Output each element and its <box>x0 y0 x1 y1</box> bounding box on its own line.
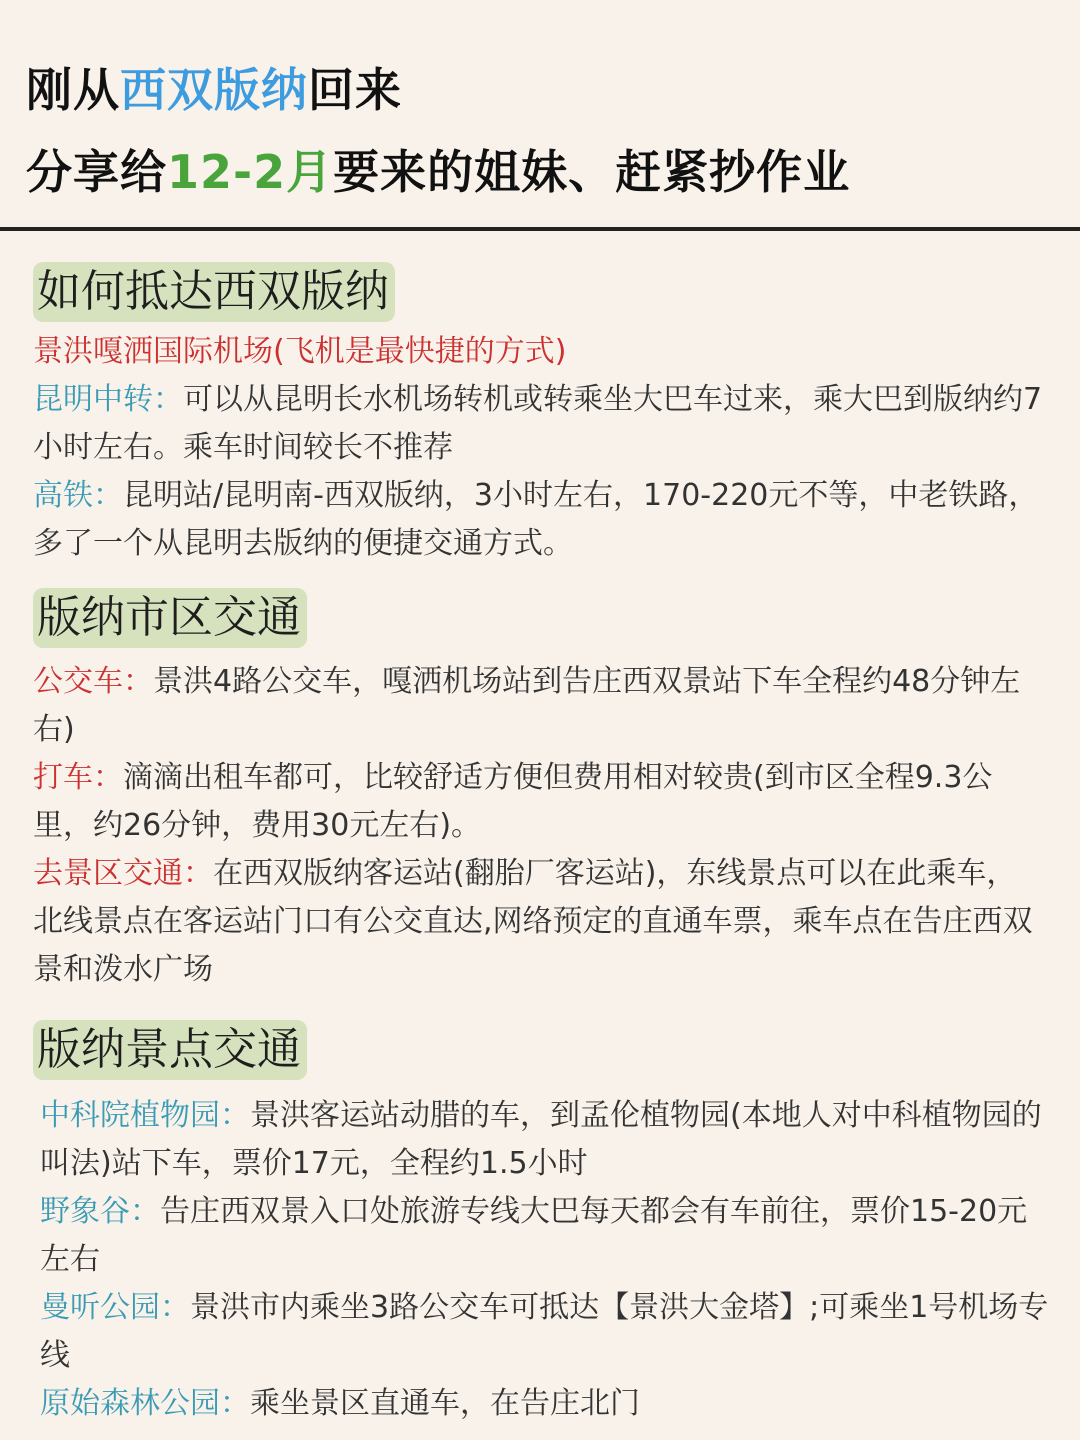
item-key: 曼听公园： <box>40 1290 190 1325</box>
subtitle-highlight-months: 12-2月 <box>167 145 334 199</box>
item-text: 景洪4路公交车，嘎洒机场站到告庄西双景站下车全程约48分钟左右) <box>33 664 1021 747</box>
item-text: 昆明站/昆明南-西双版纳，3小时左右，170-220元不等，中老铁路，多了一个从昆明去版纳的便捷交通方式。 <box>33 478 1039 561</box>
title-highlight-place: 西双版纳 <box>120 63 308 117</box>
list-item <box>33 754 1043 850</box>
section-city-transport-body <box>33 658 1043 994</box>
item-key: 打车： <box>33 760 123 795</box>
item-text: 告庄西双景入口处旅游专线大巴每天都会有车前往，票价15-20元左右 <box>40 1194 1028 1277</box>
list-item <box>33 328 1043 376</box>
list-item <box>40 1092 1050 1188</box>
header-divider <box>0 227 1080 231</box>
item-key: 高铁： <box>33 478 123 513</box>
list-item <box>40 1284 1050 1380</box>
list-item <box>40 1380 1050 1428</box>
section-heading-arrival: 如何抵达西双版纳 <box>33 262 395 322</box>
item-text: 景洪市内乘坐3路公交车可抵达【景洪大金塔】;可乘坐1号机场专线 <box>40 1290 1049 1373</box>
list-item <box>40 1188 1050 1284</box>
item-key: 昆明中转： <box>33 382 183 417</box>
item-key: 公交车： <box>33 664 153 699</box>
title-line-2 <box>26 144 850 200</box>
section-heading-scenic-transport: 版纳景点交通 <box>33 1020 307 1080</box>
title-line-1 <box>26 62 402 118</box>
item-key: 中科院植物园： <box>40 1098 250 1133</box>
list-item <box>33 472 1043 568</box>
title-prefix: 刚从 <box>26 63 120 117</box>
list-item <box>33 376 1043 472</box>
item-text: 滴滴出租车都可，比较舒适方便但费用相对较贵(到市区全程9.3公里，约26分钟，费用30元左右)。 <box>33 760 993 843</box>
section-heading-city-transport: 版纳市区交通 <box>33 588 307 648</box>
item-key: 野象谷： <box>40 1194 160 1229</box>
item-key: 去景区交通： <box>33 856 213 891</box>
subtitle-prefix: 分享给 <box>26 145 167 199</box>
item-text: 在西双版纳客运站(翻胎厂客运站)，东线景点可以在此乘车，北线景点在客运站门口有公交直达,网络预定的直通车票，乘车点在告庄西双景和泼水广场 <box>33 856 1033 987</box>
list-item <box>33 658 1043 754</box>
list-item <box>33 850 1043 994</box>
item-key: 原始森林公园： <box>40 1386 250 1421</box>
title-suffix: 回来 <box>308 63 402 117</box>
section-arrival-body <box>33 328 1043 568</box>
item-key: 景洪嘎洒国际机场(飞机是最快捷的方式) <box>33 334 567 369</box>
item-text: 乘坐景区直通车，在告庄北门 <box>250 1386 640 1421</box>
subtitle-suffix: 要来的姐妹、赶紧抄作业 <box>333 145 851 199</box>
item-text: 可以从昆明长水机场转机或转乘坐大巴车过来，乘大巴到版纳约7小时左右。乘车时间较长不推荐 <box>33 382 1043 465</box>
item-text: 景洪客运站动腊的车，到孟伦植物园(本地人对中科植物园的叫法)站下车，票价17元，全程约1.5小时 <box>40 1098 1042 1181</box>
section-scenic-transport-body <box>40 1092 1050 1428</box>
